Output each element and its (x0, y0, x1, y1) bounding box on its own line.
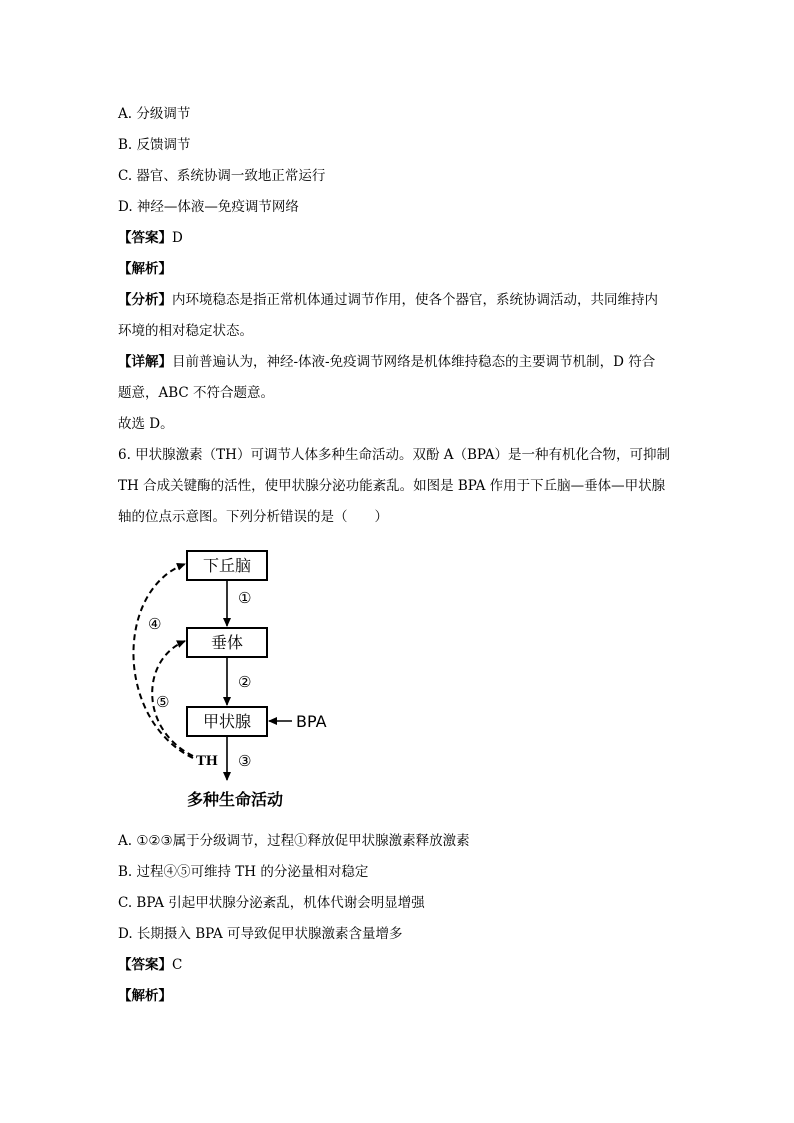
xiangjie-line-1 (118, 352, 655, 372)
fenxi-line-1 (118, 290, 658, 310)
q6-stem-1: 6. 甲状腺激素（TH）可调节人体多种生命活动。双酚 A（BPA）是一种有机化合物，可抑制 (118, 447, 671, 463)
option-c: C. 器官、系统协调一致地正常运行 (118, 168, 326, 184)
option-d: D. 神经—体液—免疫调节网络 (118, 199, 299, 215)
hpt-axis-diagram (130, 540, 390, 815)
q6-option-a: A. ①②③属于分级调节，过程①释放促甲状腺激素释放激素 (118, 833, 470, 849)
fenxi-line-2: 环境的相对稳定状态。 (118, 323, 253, 339)
pituitary-label: 垂体 (210, 633, 244, 652)
step-4-label: ④ (148, 615, 162, 633)
option-b: B. 反馈调节 (118, 137, 191, 153)
q6-option-d: D. 长期摄入 BPA 可导致促甲状腺激素含量增多 (118, 926, 403, 942)
answer-value: D (172, 230, 183, 246)
xiangjie-text-1: 目前普遍认为，神经-体液-免疫调节网络是机体维持稳态的主要调节机制，D 符合 (172, 354, 656, 370)
q6-answer-value: C (172, 957, 183, 973)
hypothalamus-label: 下丘脑 (202, 556, 252, 575)
step-3-label: ③ (238, 752, 252, 770)
q6-option-b: B. 过程④⑤可维持 TH 的分泌量相对稳定 (118, 864, 369, 880)
q6-stem-3: 轴的位点示意图。下列分析错误的是（ ） (118, 509, 388, 525)
th-label: TH (196, 753, 218, 769)
xiangjie-tag: 【详解】 (118, 354, 172, 370)
fenxi-tag: 【分析】 (118, 292, 172, 308)
q6-analysis-heading (118, 986, 172, 1006)
q6-answer-tag: 【答案】 (118, 957, 172, 973)
xiangjie-line-2: 题意，ABC 不符合题意。 (118, 385, 275, 401)
q6-stem-2: TH 合成关键酶的活性，使甲状腺分泌功能紊乱。如图是 BPA 作用于下丘脑—垂体—甲状腺 (118, 478, 666, 494)
step-5-label: ⑤ (156, 693, 170, 711)
q6-analysis-tag: 【解析】 (118, 988, 172, 1004)
option-a: A. 分级调节 (118, 106, 191, 122)
answer-tag: 【答案】 (118, 230, 172, 246)
fenxi-text-1: 内环境稳态是指正常机体通过调节作用，使各个器官，系统协调活动，共同维持内 (172, 292, 658, 308)
target-label: 多种生命活动 (187, 790, 284, 809)
analysis-tag: 【解析】 (118, 261, 172, 277)
q6-answer-line (118, 955, 182, 975)
bpa-label: BPA (296, 712, 327, 731)
step-1-label: ① (238, 589, 252, 607)
thyroid-label: 甲状腺 (202, 712, 252, 731)
q6-option-c: C. BPA 引起甲状腺分泌紊乱，机体代谢会明显增强 (118, 895, 425, 911)
analysis-heading (118, 259, 172, 279)
answer-line (118, 228, 183, 248)
step-2-label: ② (238, 673, 252, 691)
conclusion: 故选 D。 (118, 416, 174, 432)
